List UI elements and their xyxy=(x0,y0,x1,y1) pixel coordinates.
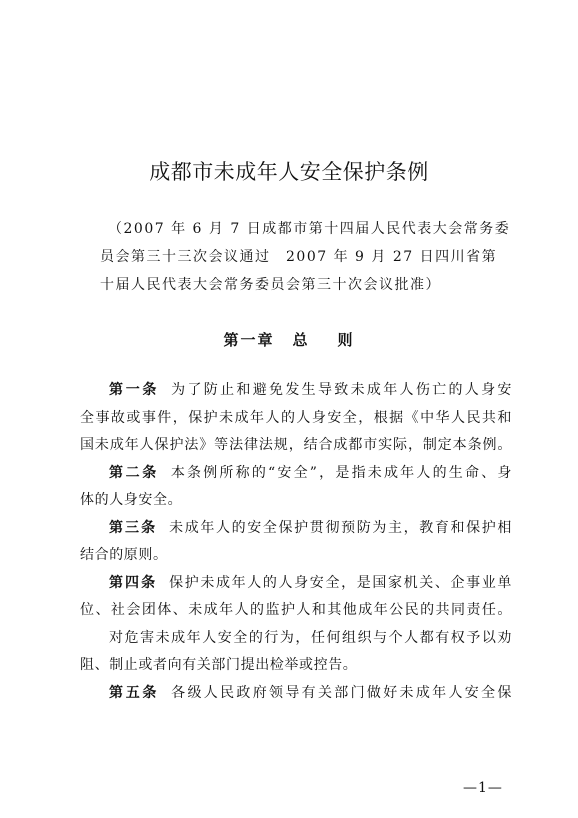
article-line xyxy=(80,680,512,708)
article-line xyxy=(80,460,512,488)
adoption-note-line: 十届人民代表大会常务委员会第三十次会议批准） xyxy=(100,277,441,293)
article-label: 第四条 xyxy=(109,574,158,591)
article-text: 保护未成年人的人身安全，是国家机关、企事业单 xyxy=(169,574,513,591)
adoption-note xyxy=(100,215,511,299)
chapter-name-part: 则 xyxy=(337,331,355,349)
chapter-name-part: 总 xyxy=(292,331,310,349)
article-text: 未成年人的安全保护贯彻预防为主，教育和保护相 xyxy=(169,519,513,536)
article-label: 第三条 xyxy=(109,519,158,536)
article-label: 第五条 xyxy=(109,684,160,701)
article-line xyxy=(80,570,512,598)
adoption-note-line: 员会第三十三次会议通过 2007 年 9 月 27 日四川省第 xyxy=(100,249,498,265)
chapter-heading xyxy=(0,328,578,352)
article-label: 第一条 xyxy=(109,382,160,398)
article-3 xyxy=(80,515,512,570)
document-title: 成都市未成年人安全保护条例 xyxy=(149,160,429,184)
article-2 xyxy=(80,460,512,515)
article-text: 本条例所称的“安全”，是指未成年人的生命、身 xyxy=(170,464,512,481)
article-line: 对危害未成年人安全的行为，任何组织与个人都有权予以劝 xyxy=(109,629,512,646)
page-number: —1— xyxy=(463,780,503,796)
article-line: 阻、制止或者向有关部门提出检举或控告。 xyxy=(80,657,358,673)
article-5 xyxy=(80,680,512,708)
document-body xyxy=(80,377,512,707)
article-line xyxy=(80,515,512,543)
article-line: 结合的原则。 xyxy=(80,547,168,563)
article-line: 体的人身安全。 xyxy=(80,492,183,508)
article-4 xyxy=(80,570,512,680)
article-text: 为了防止和避免发生导致未成年人伤亡的人身安 xyxy=(171,382,512,398)
article-line: 位、社会团体、未成年人的监护人和其他成年公民的共同责任。 xyxy=(80,602,512,618)
article-text: 各级人民政府领导有关部门做好未成年人安全保 xyxy=(171,684,512,701)
article-line: 国未成年人保护法》等法律法规，结合成都市实际，制定本条例。 xyxy=(80,437,512,453)
article-line: 全事故或事件，保护未成年人的人身安全，根据《中华人民共和 xyxy=(80,409,512,426)
article-label: 第二条 xyxy=(109,464,159,481)
article-1 xyxy=(80,377,512,460)
chapter-number: 第一章 xyxy=(223,331,275,349)
adoption-note-line: （2007 年 6 月 7 日成都市第十四届人民代表大会常务委 xyxy=(108,221,511,237)
article-line xyxy=(80,377,512,405)
